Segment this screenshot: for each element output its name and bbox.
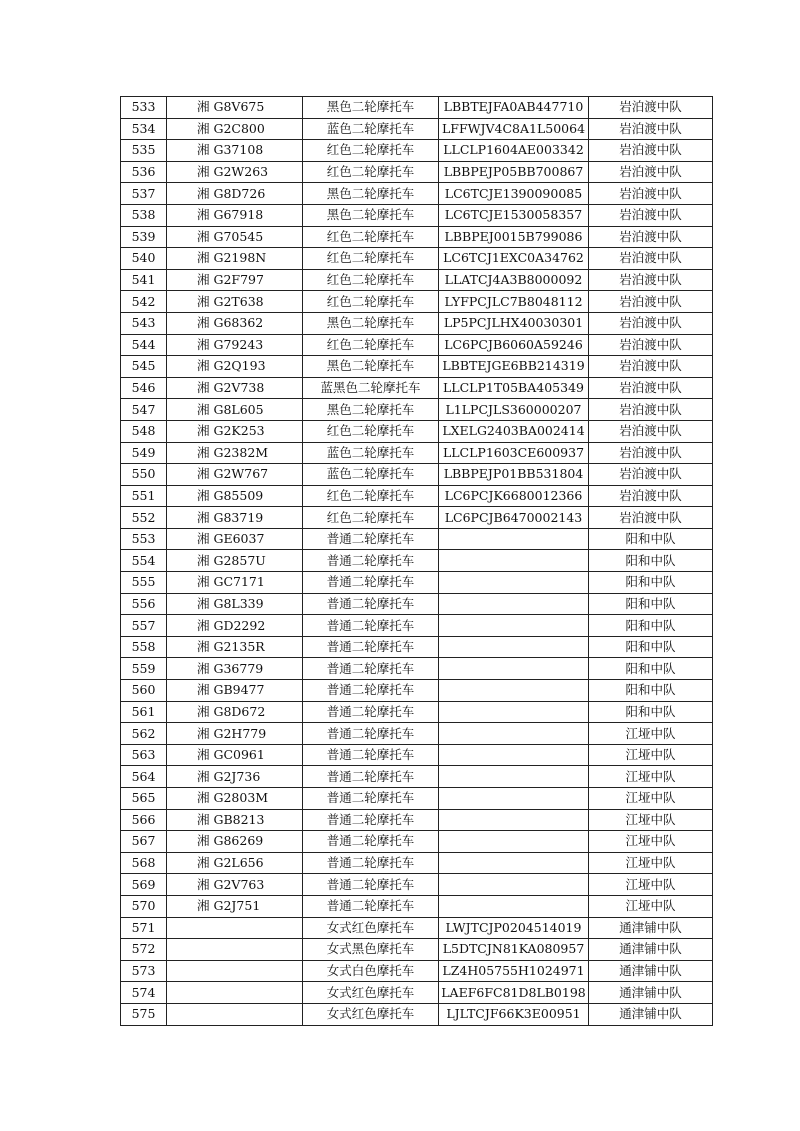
vin-number-cell: L5DTCJN81KA080957 xyxy=(439,939,589,961)
row-number-cell: 553 xyxy=(121,528,167,550)
table-row xyxy=(121,788,713,810)
table-row xyxy=(121,960,713,982)
plate-number-cell: 湘 G2J736 xyxy=(167,766,303,788)
vin-number-cell: LBBPEJP01BB531804 xyxy=(439,464,589,486)
vin-number-cell: LC6PCJK6680012366 xyxy=(439,485,589,507)
vin-number-cell: LJLTCJF66K3E00951 xyxy=(439,1003,589,1025)
vin-number-cell xyxy=(439,636,589,658)
row-number-cell: 562 xyxy=(121,723,167,745)
vin-number-cell: L1LPCJLS360000207 xyxy=(439,399,589,421)
table-row xyxy=(121,1003,713,1025)
row-number-cell: 575 xyxy=(121,1003,167,1025)
vin-number-cell: LZ4H05755H1024971 xyxy=(439,960,589,982)
plate-number-cell: 湘 G8D672 xyxy=(167,701,303,723)
squad-name-cell: 阳和中队 xyxy=(589,701,713,723)
squad-name-cell: 岩泊渡中队 xyxy=(589,485,713,507)
vehicle-type-cell: 普通二轮摩托车 xyxy=(303,572,439,594)
plate-number-cell: 湘 G79243 xyxy=(167,334,303,356)
vehicle-type-cell: 普通二轮摩托车 xyxy=(303,874,439,896)
vin-number-cell: LC6PCJB6470002143 xyxy=(439,507,589,529)
vehicle-type-cell: 女式红色摩托车 xyxy=(303,982,439,1004)
row-number-cell: 557 xyxy=(121,615,167,637)
row-number-cell: 552 xyxy=(121,507,167,529)
plate-number-cell xyxy=(167,1003,303,1025)
table-row xyxy=(121,442,713,464)
table-row xyxy=(121,701,713,723)
row-number-cell: 567 xyxy=(121,831,167,853)
table-row xyxy=(121,939,713,961)
vin-number-cell xyxy=(439,809,589,831)
vin-number-cell: LAEF6FC81D8LB0198 xyxy=(439,982,589,1004)
row-number-cell: 569 xyxy=(121,874,167,896)
vehicle-type-cell: 普通二轮摩托车 xyxy=(303,636,439,658)
squad-name-cell: 江垭中队 xyxy=(589,831,713,853)
squad-name-cell: 岩泊渡中队 xyxy=(589,269,713,291)
table-row xyxy=(121,204,713,226)
vehicle-type-cell: 红色二轮摩托车 xyxy=(303,140,439,162)
plate-number-cell: 湘 G70545 xyxy=(167,226,303,248)
plate-number-cell: 湘 G2Q193 xyxy=(167,356,303,378)
squad-name-cell: 岩泊渡中队 xyxy=(589,140,713,162)
squad-name-cell: 阳和中队 xyxy=(589,572,713,594)
plate-number-cell: 湘 G8D726 xyxy=(167,183,303,205)
plate-number-cell: 湘 G2T638 xyxy=(167,291,303,313)
plate-number-cell: 湘 GE6037 xyxy=(167,528,303,550)
table-row xyxy=(121,399,713,421)
vehicle-type-cell: 普通二轮摩托车 xyxy=(303,550,439,572)
vin-number-cell xyxy=(439,766,589,788)
vehicle-type-cell: 普通二轮摩托车 xyxy=(303,852,439,874)
vehicle-type-cell: 蓝黑色二轮摩托车 xyxy=(303,377,439,399)
table-row xyxy=(121,312,713,334)
table-row xyxy=(121,140,713,162)
row-number-cell: 549 xyxy=(121,442,167,464)
squad-name-cell: 岩泊渡中队 xyxy=(589,183,713,205)
vin-number-cell xyxy=(439,593,589,615)
table-row xyxy=(121,615,713,637)
row-number-cell: 564 xyxy=(121,766,167,788)
vehicle-type-cell: 女式红色摩托车 xyxy=(303,1003,439,1025)
vin-number-cell: LXELG2403BA002414 xyxy=(439,420,589,442)
squad-name-cell: 江垭中队 xyxy=(589,744,713,766)
vin-number-cell xyxy=(439,680,589,702)
vehicle-type-cell: 红色二轮摩托车 xyxy=(303,291,439,313)
row-number-cell: 537 xyxy=(121,183,167,205)
row-number-cell: 571 xyxy=(121,917,167,939)
squad-name-cell: 江垭中队 xyxy=(589,788,713,810)
table-row xyxy=(121,528,713,550)
plate-number-cell: 湘 G2C800 xyxy=(167,118,303,140)
plate-number-cell: 湘 GB9477 xyxy=(167,680,303,702)
table-row xyxy=(121,852,713,874)
squad-name-cell: 阳和中队 xyxy=(589,615,713,637)
squad-name-cell: 阳和中队 xyxy=(589,528,713,550)
vin-number-cell xyxy=(439,852,589,874)
squad-name-cell: 岩泊渡中队 xyxy=(589,312,713,334)
vehicle-type-cell: 普通二轮摩托车 xyxy=(303,680,439,702)
vehicle-type-cell: 普通二轮摩托车 xyxy=(303,701,439,723)
table-row xyxy=(121,550,713,572)
squad-name-cell: 阳和中队 xyxy=(589,593,713,615)
squad-name-cell: 岩泊渡中队 xyxy=(589,97,713,119)
plate-number-cell: 湘 G2135R xyxy=(167,636,303,658)
squad-name-cell: 阳和中队 xyxy=(589,636,713,658)
plate-number-cell: 湘 GB8213 xyxy=(167,809,303,831)
squad-name-cell: 通津铺中队 xyxy=(589,960,713,982)
plate-number-cell: 湘 G2L656 xyxy=(167,852,303,874)
row-number-cell: 572 xyxy=(121,939,167,961)
plate-number-cell: 湘 G2J751 xyxy=(167,895,303,917)
squad-name-cell: 江垭中队 xyxy=(589,723,713,745)
row-number-cell: 574 xyxy=(121,982,167,1004)
squad-name-cell: 江垭中队 xyxy=(589,874,713,896)
vehicle-type-cell: 黑色二轮摩托车 xyxy=(303,356,439,378)
squad-name-cell: 岩泊渡中队 xyxy=(589,399,713,421)
squad-name-cell: 通津铺中队 xyxy=(589,917,713,939)
table-row xyxy=(121,809,713,831)
row-number-cell: 535 xyxy=(121,140,167,162)
table-row xyxy=(121,636,713,658)
squad-name-cell: 阳和中队 xyxy=(589,680,713,702)
table-row xyxy=(121,420,713,442)
vin-number-cell: LLATCJ4A3B8000092 xyxy=(439,269,589,291)
table-row xyxy=(121,658,713,680)
plate-number-cell: 湘 G2198N xyxy=(167,248,303,270)
row-number-cell: 550 xyxy=(121,464,167,486)
vin-number-cell: LBBTEJGE6BB214319 xyxy=(439,356,589,378)
table-row xyxy=(121,723,713,745)
plate-number-cell xyxy=(167,939,303,961)
table-row xyxy=(121,831,713,853)
squad-name-cell: 岩泊渡中队 xyxy=(589,204,713,226)
vin-number-cell xyxy=(439,701,589,723)
vehicle-type-cell: 女式黑色摩托车 xyxy=(303,939,439,961)
squad-name-cell: 岩泊渡中队 xyxy=(589,291,713,313)
squad-name-cell: 岩泊渡中队 xyxy=(589,334,713,356)
squad-name-cell: 江垭中队 xyxy=(589,852,713,874)
table-row xyxy=(121,982,713,1004)
vehicle-type-cell: 黑色二轮摩托车 xyxy=(303,312,439,334)
vin-number-cell xyxy=(439,874,589,896)
vin-number-cell: LC6TCJE1390090085 xyxy=(439,183,589,205)
row-number-cell: 573 xyxy=(121,960,167,982)
squad-name-cell: 通津铺中队 xyxy=(589,982,713,1004)
plate-number-cell: 湘 G2W767 xyxy=(167,464,303,486)
vehicle-type-cell: 黑色二轮摩托车 xyxy=(303,97,439,119)
row-number-cell: 543 xyxy=(121,312,167,334)
table-row xyxy=(121,874,713,896)
vin-number-cell: LC6TCJE1530058357 xyxy=(439,204,589,226)
row-number-cell: 561 xyxy=(121,701,167,723)
squad-name-cell: 岩泊渡中队 xyxy=(589,118,713,140)
row-number-cell: 565 xyxy=(121,788,167,810)
row-number-cell: 551 xyxy=(121,485,167,507)
vehicle-type-cell: 普通二轮摩托车 xyxy=(303,766,439,788)
vehicle-type-cell: 红色二轮摩托车 xyxy=(303,226,439,248)
vehicle-type-cell: 女式红色摩托车 xyxy=(303,917,439,939)
vehicle-type-cell: 红色二轮摩托车 xyxy=(303,485,439,507)
table-row xyxy=(121,895,713,917)
plate-number-cell: 湘 G2857U xyxy=(167,550,303,572)
vehicle-type-cell: 红色二轮摩托车 xyxy=(303,334,439,356)
plate-number-cell: 湘 G8L605 xyxy=(167,399,303,421)
vin-number-cell: LYFPCJLC7B8048112 xyxy=(439,291,589,313)
plate-number-cell: 湘 G67918 xyxy=(167,204,303,226)
table-row xyxy=(121,593,713,615)
vehicle-type-cell: 黑色二轮摩托车 xyxy=(303,183,439,205)
vehicle-type-cell: 普通二轮摩托车 xyxy=(303,809,439,831)
squad-name-cell: 岩泊渡中队 xyxy=(589,420,713,442)
plate-number-cell: 湘 G36779 xyxy=(167,658,303,680)
vin-number-cell xyxy=(439,658,589,680)
row-number-cell: 536 xyxy=(121,161,167,183)
vin-number-cell: LFFWJV4C8A1L50064 xyxy=(439,118,589,140)
table-row xyxy=(121,248,713,270)
squad-name-cell: 岩泊渡中队 xyxy=(589,161,713,183)
vin-number-cell xyxy=(439,831,589,853)
vehicle-type-cell: 普通二轮摩托车 xyxy=(303,615,439,637)
row-number-cell: 533 xyxy=(121,97,167,119)
plate-number-cell: 湘 G83719 xyxy=(167,507,303,529)
squad-name-cell: 岩泊渡中队 xyxy=(589,377,713,399)
plate-number-cell: 湘 G2W263 xyxy=(167,161,303,183)
vin-number-cell: LLCLP1T05BA405349 xyxy=(439,377,589,399)
plate-number-cell: 湘 G8V675 xyxy=(167,97,303,119)
table-row xyxy=(121,269,713,291)
squad-name-cell: 江垭中队 xyxy=(589,809,713,831)
row-number-cell: 560 xyxy=(121,680,167,702)
row-number-cell: 544 xyxy=(121,334,167,356)
plate-number-cell xyxy=(167,982,303,1004)
vehicle-type-cell: 红色二轮摩托车 xyxy=(303,269,439,291)
plate-number-cell: 湘 G2382M xyxy=(167,442,303,464)
row-number-cell: 545 xyxy=(121,356,167,378)
vehicle-type-cell: 红色二轮摩托车 xyxy=(303,248,439,270)
table-row xyxy=(121,917,713,939)
plate-number-cell: 湘 G37108 xyxy=(167,140,303,162)
row-number-cell: 570 xyxy=(121,895,167,917)
table-row xyxy=(121,161,713,183)
table-row xyxy=(121,766,713,788)
vin-number-cell: LBBPEJ0015B799086 xyxy=(439,226,589,248)
row-number-cell: 566 xyxy=(121,809,167,831)
row-number-cell: 547 xyxy=(121,399,167,421)
plate-number-cell xyxy=(167,960,303,982)
vin-number-cell: LLCLP1603CE600937 xyxy=(439,442,589,464)
vehicle-type-cell: 普通二轮摩托车 xyxy=(303,831,439,853)
vin-number-cell: LC6TCJ1EXC0A34762 xyxy=(439,248,589,270)
vehicle-type-cell: 普通二轮摩托车 xyxy=(303,744,439,766)
plate-number-cell: 湘 G68362 xyxy=(167,312,303,334)
row-number-cell: 534 xyxy=(121,118,167,140)
vehicle-type-cell: 蓝色二轮摩托车 xyxy=(303,118,439,140)
plate-number-cell: 湘 G86269 xyxy=(167,831,303,853)
plate-number-cell xyxy=(167,917,303,939)
vin-number-cell xyxy=(439,550,589,572)
squad-name-cell: 岩泊渡中队 xyxy=(589,356,713,378)
squad-name-cell: 江垭中队 xyxy=(589,766,713,788)
row-number-cell: 558 xyxy=(121,636,167,658)
vehicle-type-cell: 普通二轮摩托车 xyxy=(303,788,439,810)
vehicle-type-cell: 普通二轮摩托车 xyxy=(303,528,439,550)
table-row xyxy=(121,226,713,248)
plate-number-cell: 湘 GD2292 xyxy=(167,615,303,637)
row-number-cell: 563 xyxy=(121,744,167,766)
table-row xyxy=(121,291,713,313)
table-row xyxy=(121,507,713,529)
table-row xyxy=(121,680,713,702)
row-number-cell: 542 xyxy=(121,291,167,313)
plate-number-cell: 湘 G2V738 xyxy=(167,377,303,399)
vehicle-type-cell: 红色二轮摩托车 xyxy=(303,507,439,529)
plate-number-cell: 湘 GC0961 xyxy=(167,744,303,766)
vehicle-type-cell: 女式白色摩托车 xyxy=(303,960,439,982)
plate-number-cell: 湘 G85509 xyxy=(167,485,303,507)
vin-number-cell xyxy=(439,788,589,810)
vehicle-type-cell: 普通二轮摩托车 xyxy=(303,895,439,917)
row-number-cell: 555 xyxy=(121,572,167,594)
squad-name-cell: 岩泊渡中队 xyxy=(589,464,713,486)
table-row xyxy=(121,356,713,378)
vin-number-cell xyxy=(439,895,589,917)
squad-name-cell: 岩泊渡中队 xyxy=(589,442,713,464)
table-row xyxy=(121,97,713,119)
row-number-cell: 556 xyxy=(121,593,167,615)
squad-name-cell: 江垭中队 xyxy=(589,895,713,917)
vehicle-type-cell: 红色二轮摩托车 xyxy=(303,161,439,183)
row-number-cell: 559 xyxy=(121,658,167,680)
plate-number-cell: 湘 G2V763 xyxy=(167,874,303,896)
vin-number-cell: LBBTEJFA0AB447710 xyxy=(439,97,589,119)
plate-number-cell: 湘 GC7171 xyxy=(167,572,303,594)
row-number-cell: 540 xyxy=(121,248,167,270)
vin-number-cell xyxy=(439,744,589,766)
table-row xyxy=(121,464,713,486)
squad-name-cell: 岩泊渡中队 xyxy=(589,226,713,248)
squad-name-cell: 阳和中队 xyxy=(589,658,713,680)
plate-number-cell: 湘 G2H779 xyxy=(167,723,303,745)
vin-number-cell xyxy=(439,572,589,594)
vehicle-table xyxy=(120,96,713,1026)
vin-number-cell: LBBPEJP05BB700867 xyxy=(439,161,589,183)
vin-number-cell xyxy=(439,615,589,637)
row-number-cell: 538 xyxy=(121,204,167,226)
vehicle-type-cell: 普通二轮摩托车 xyxy=(303,593,439,615)
table-row xyxy=(121,744,713,766)
row-number-cell: 568 xyxy=(121,852,167,874)
vehicle-type-cell: 蓝色二轮摩托车 xyxy=(303,442,439,464)
table-row xyxy=(121,377,713,399)
table-row xyxy=(121,334,713,356)
row-number-cell: 539 xyxy=(121,226,167,248)
squad-name-cell: 岩泊渡中队 xyxy=(589,248,713,270)
table-row xyxy=(121,118,713,140)
squad-name-cell: 通津铺中队 xyxy=(589,939,713,961)
plate-number-cell: 湘 G2803M xyxy=(167,788,303,810)
vin-number-cell: LC6PCJB6060A59246 xyxy=(439,334,589,356)
table-row xyxy=(121,183,713,205)
vehicle-type-cell: 蓝色二轮摩托车 xyxy=(303,464,439,486)
row-number-cell: 548 xyxy=(121,420,167,442)
vin-number-cell: LWJTCJP0204514019 xyxy=(439,917,589,939)
vehicle-type-cell: 普通二轮摩托车 xyxy=(303,723,439,745)
row-number-cell: 541 xyxy=(121,269,167,291)
plate-number-cell: 湘 G2F797 xyxy=(167,269,303,291)
vin-number-cell: LLCLP1604AE003342 xyxy=(439,140,589,162)
vin-number-cell xyxy=(439,528,589,550)
vehicle-type-cell: 黑色二轮摩托车 xyxy=(303,204,439,226)
row-number-cell: 554 xyxy=(121,550,167,572)
table-row xyxy=(121,572,713,594)
vehicle-type-cell: 红色二轮摩托车 xyxy=(303,420,439,442)
table-body xyxy=(121,97,713,1026)
plate-number-cell: 湘 G8L339 xyxy=(167,593,303,615)
table-row xyxy=(121,485,713,507)
squad-name-cell: 阳和中队 xyxy=(589,550,713,572)
row-number-cell: 546 xyxy=(121,377,167,399)
vehicle-type-cell: 黑色二轮摩托车 xyxy=(303,399,439,421)
vin-number-cell: LP5PCJLHX40030301 xyxy=(439,312,589,334)
vin-number-cell xyxy=(439,723,589,745)
squad-name-cell: 通津铺中队 xyxy=(589,1003,713,1025)
vehicle-type-cell: 普通二轮摩托车 xyxy=(303,658,439,680)
squad-name-cell: 岩泊渡中队 xyxy=(589,507,713,529)
plate-number-cell: 湘 G2K253 xyxy=(167,420,303,442)
